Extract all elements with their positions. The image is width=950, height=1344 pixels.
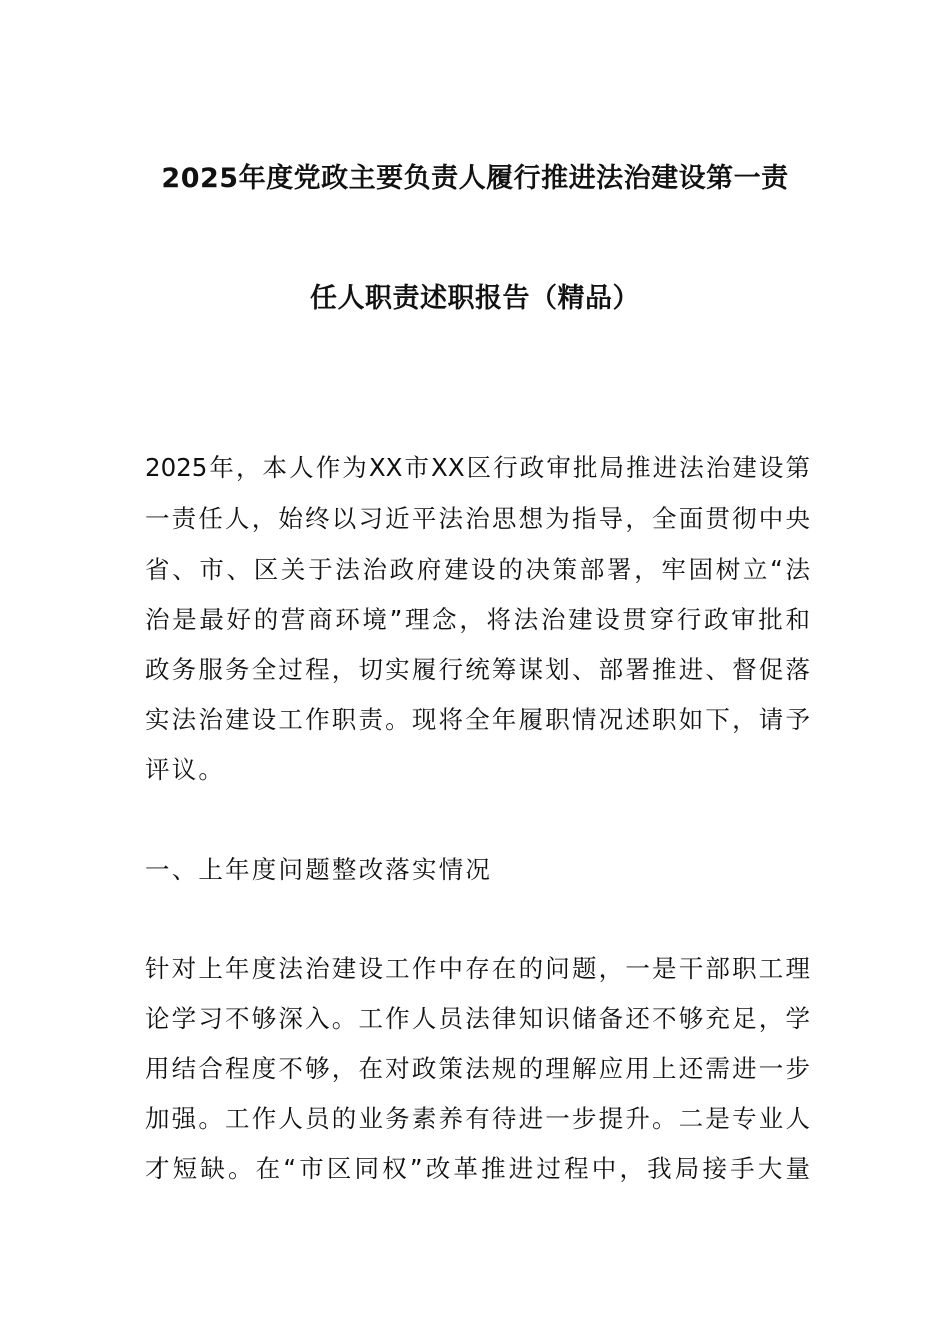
document-title-line-2: 任人职责述职报告（精品） (310, 283, 640, 314)
paragraph-line: 论学习不够深入。工作人员法律知识储备还不够充足，学 (145, 1004, 810, 1033)
paragraph-line: 治是最好的营商环境”理念，将法治建设贯穿行政审批和 (145, 605, 810, 634)
paragraph-line: 评议。 (145, 755, 226, 784)
paragraph-line: 针对上年度法治建设工作中存在的问题，一是干部职工理 (145, 954, 810, 983)
paragraph-line: 加强。工作人员的业务素养有待进一步提升。二是专业人 (145, 1104, 810, 1133)
paragraph-line: 省、市、区关于法治政府建设的决策部署，牢固树立“法 (145, 555, 810, 584)
paragraph-line: 用结合程度不够，在对政策法规的理解应用上还需进一步 (145, 1054, 810, 1083)
paragraph-line: 政务服务全过程，切实履行统筹谋划、部署推进、督促落 (145, 655, 810, 684)
paragraph-line: 一责任人，始终以习近平法治思想为指导，全面贯彻中央 (145, 504, 810, 533)
paragraph-line: 实法治建设工作职责。现将全年履职情况述职如下，请予 (145, 705, 810, 734)
document-title-line-1: 2025年度党政主要负责人履行推进法治建设第一责 (161, 163, 789, 194)
section-heading: 一、上年度问题整改落实情况 (145, 855, 493, 884)
paragraph-line: 2025年，本人作为XX市XX区行政审批局推进法治建设第 (145, 453, 810, 482)
paragraph-line: 才短缺。在“市区同权”改革推进过程中，我局接手大量 (145, 1154, 810, 1183)
